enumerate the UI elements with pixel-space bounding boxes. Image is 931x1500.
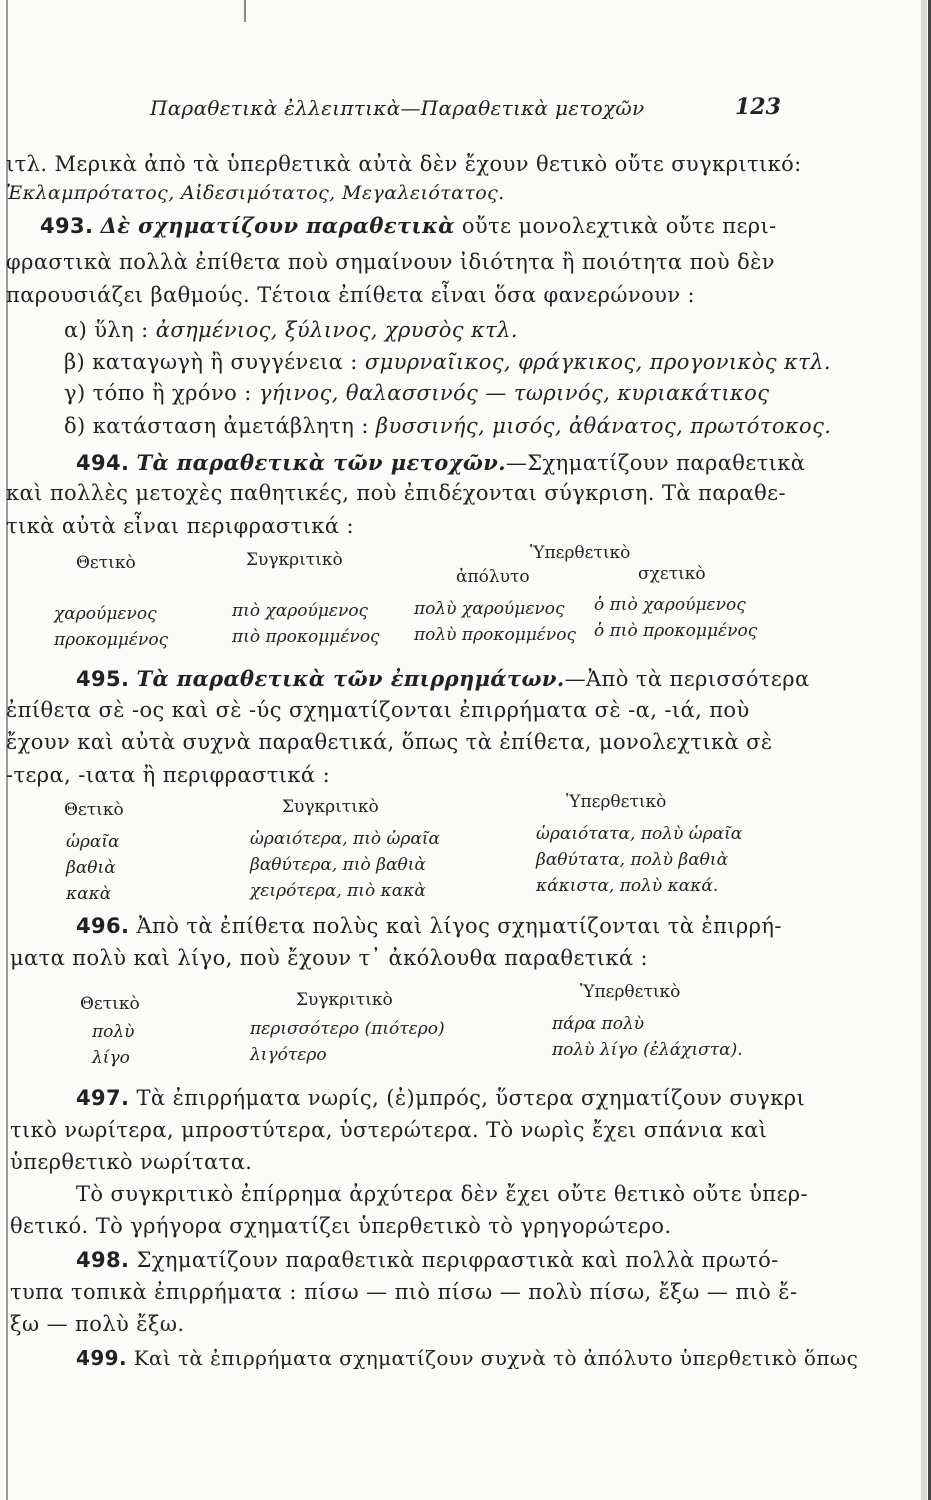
table1-header-relative: σχετικὸ bbox=[638, 564, 706, 584]
running-title: Παραθετικὰ ἐλλειπτικὰ—Παραθετικὰ μετοχῶν bbox=[150, 96, 645, 120]
table2-header-superlative: Ὑπερθετικὸ bbox=[566, 792, 667, 812]
paragraph-number: 497. bbox=[76, 1086, 130, 1110]
table2-cell: κακὰ bbox=[66, 884, 112, 904]
table2-cell: ὡραιότερα, πιὸ ὡραῖα bbox=[250, 829, 441, 849]
table2-cell: χειρότερα, πιὸ κακὰ bbox=[250, 881, 426, 901]
scan-mark bbox=[244, 0, 246, 22]
table1-cell: πολὺ προκομμένος bbox=[414, 625, 577, 645]
paragraph-493 bbox=[40, 213, 777, 238]
paragraph-number: 499. bbox=[76, 1346, 127, 1370]
table2-cell: βαθιὰ bbox=[66, 858, 116, 878]
text-line: ὑπερθετικὸ νωρίτατα. bbox=[10, 1150, 253, 1174]
list-item bbox=[64, 414, 831, 438]
list-item bbox=[64, 318, 518, 342]
paragraph-number: 494. bbox=[76, 451, 130, 475]
list-label: γ) τόπο ἢ χρόνο : bbox=[64, 381, 252, 405]
text-run: Τὰ ἐπιρρήματα νωρίς, (ἐ)μπρός, ὕστερα σχηματίζουν συγκρι bbox=[136, 1086, 806, 1110]
table3-cell: περισσότερο (πιότερο) bbox=[250, 1019, 445, 1039]
text-line: τικὰ αὐτὰ εἶναι περιφραστικά : bbox=[6, 514, 354, 538]
table2-cell: βαθύτερα, πιὸ βαθιὰ bbox=[250, 855, 426, 875]
text-line: φραστικὰ πολλὰ ἐπίθετα ποὺ σημαίνουν ἰδιότητα ἢ ποιότητα ποὺ δὲν bbox=[6, 250, 775, 274]
table1-header-positive: Θετικὸ bbox=[76, 553, 136, 573]
table3-cell: πολὺ λίγο (ἐλάχιστα). bbox=[552, 1040, 743, 1060]
table1-cell: προκομμένος bbox=[54, 630, 169, 650]
table2-cell: ὡραῖα bbox=[66, 832, 120, 852]
text-line: ἔχουν καὶ αὐτὰ συχνὰ παραθετικά, ὅπως τὰ ἐπίθετα, μονολεχτικὰ σὲ bbox=[6, 730, 773, 754]
table1-header-absolute: ἀπόλυτο bbox=[456, 567, 530, 587]
text-run: Σχηματίζουν παραθετικὰ περιφραστικὰ καὶ πολλὰ πρωτό- bbox=[136, 1248, 779, 1272]
table3-cell: πάρα πολὺ bbox=[552, 1014, 645, 1034]
text-run: Καὶ τὰ ἐπιρρήματα σχηματίζουν συχνὰ τὸ ἀπόλυτο ὑπερθετικὸ ὅπως bbox=[133, 1346, 859, 1370]
paragraph-number: 495. bbox=[76, 667, 130, 691]
text-line: παρουσιάζει βαθμούς. Τέτοια ἐπίθετα εἶναι ὅσα φανερώνουν : bbox=[6, 283, 696, 307]
paragraph-title: Τὰ παραθετικὰ τῶν μετοχῶν. bbox=[136, 450, 506, 475]
paragraph-number: 498. bbox=[76, 1248, 130, 1272]
list-examples: βυσσινής, μισός, ἀθάνατος, πρωτότοκος. bbox=[375, 414, 832, 438]
paragraph-498 bbox=[76, 1248, 779, 1272]
paragraph-494 bbox=[76, 450, 805, 475]
paragraph-496 bbox=[76, 914, 782, 938]
table2-cell: ὡραιότατα, πολὺ ὡραῖα bbox=[536, 824, 743, 844]
table1-cell: πιὸ χαρούμενος bbox=[232, 601, 369, 621]
table2-cell: κάκιστα, πολὺ κακά. bbox=[536, 876, 719, 896]
list-label: β) καταγωγὴ ἢ συγγένεια : bbox=[64, 350, 358, 374]
text-line: ιτλ. Μερικὰ ἀπὸ τὰ ὑπερθετικὰ αὐτὰ δὲν ἔχουν θετικὸ οὔτε συγκριτικό: bbox=[6, 152, 802, 176]
text-line: Ἐκλαμπρότατος, Αἰδεσιμότατος, Μεγαλειότατος. bbox=[6, 182, 505, 204]
paragraph-title: Δὲ σχηματίζουν παραθετικὰ bbox=[100, 213, 455, 238]
list-item bbox=[64, 381, 769, 405]
table2-header-positive: Θετικὸ bbox=[64, 800, 124, 820]
table2-cell: βαθύτατα, πολὺ βαθιὰ bbox=[536, 850, 729, 870]
table3-header-superlative: Ὑπερθετικὸ bbox=[580, 982, 681, 1002]
paragraph-495 bbox=[76, 666, 810, 691]
table3-header-comparative: Συγκριτικὸ bbox=[296, 990, 393, 1010]
page-right-shadow bbox=[921, 0, 927, 1500]
list-item bbox=[64, 350, 831, 374]
table3-cell: πολὺ bbox=[92, 1022, 135, 1042]
paragraph-499 bbox=[76, 1346, 858, 1370]
text-run: —Σχηματίζουν παραθετικὰ bbox=[505, 451, 806, 475]
paragraph-title: Τὰ παραθετικὰ τῶν ἐπιρρημάτων. bbox=[136, 666, 565, 691]
paragraph-number: 493. bbox=[40, 214, 94, 238]
paragraph-497 bbox=[76, 1086, 805, 1110]
text-line: ἐπίθετα σὲ -ος καὶ σὲ -ύς σχηματίζονται ἐπιρρήματα σὲ -α, -ιά, ποὺ bbox=[6, 698, 750, 722]
text-run: —Ἀπὸ τὰ περισσότερα bbox=[564, 667, 810, 691]
text-line: ματα πολὺ καὶ λίγο, ποὺ ἔχουν τ᾿ ἀκόλουθα παραθετικά : bbox=[10, 946, 649, 970]
text-line: θετικό. Τὸ γρήγορα σχηματίζει ὑπερθετικὸ τὸ γρηγορώτερο. bbox=[10, 1214, 672, 1238]
table1-cell: πιὸ προκομμένος bbox=[232, 627, 380, 647]
paragraph-number: 496. bbox=[76, 914, 130, 938]
table1-cell: ὁ πιὸ προκομμένος bbox=[594, 621, 758, 641]
list-examples: γήινος, θαλασσινός — τωρινός, κυριακάτικος bbox=[258, 381, 770, 405]
table2-header-comparative: Συγκριτικὸ bbox=[282, 797, 379, 817]
list-label: δ) κατάσταση ἀμετάβλητη : bbox=[64, 414, 369, 438]
list-label: α) ὕλη : bbox=[64, 318, 149, 342]
table1-header-superlative: Ὑπερθετικὸ bbox=[530, 543, 631, 563]
text-run: Ἀπὸ τὰ ἐπίθετα πολὺς καὶ λίγος σχηματίζονται τὰ ἐπιρρή- bbox=[136, 914, 782, 938]
list-examples: σμυρναῖικος, φράγκικος, προγονικὸς κτλ. bbox=[364, 350, 831, 374]
list-examples: ἀσημένιος, ξύλινος, χρυσὸς κτλ. bbox=[155, 318, 518, 342]
text-line: τικὸ νωρίτερα, μπροστύτερα, ὑστερώτερα. Τὸ νωρὶς ἔχει σπάνια καὶ bbox=[10, 1118, 768, 1142]
table1-cell: πολὺ χαρούμενος bbox=[414, 599, 565, 619]
text-run: οὔτε μονολεχτικὰ οὔτε περι- bbox=[461, 214, 777, 238]
table3-header-positive: Θετικὸ bbox=[80, 994, 140, 1014]
text-line: καὶ πολλὲς μετοχὲς παθητικές, ποὺ ἐπιδέχονται σύγκριση. Τὰ παραθε- bbox=[6, 481, 786, 505]
table1-header-comparative: Συγκριτικὸ bbox=[246, 550, 343, 570]
table1-cell: χαρούμενος bbox=[54, 604, 157, 624]
table1-cell: ὁ πιὸ χαρούμενος bbox=[594, 595, 746, 615]
page-number: 123 bbox=[735, 94, 781, 120]
text-line: -τερα, -ιατα ἢ περιφραστικά : bbox=[6, 763, 331, 787]
text-line: τυπα τοπικὰ ἐπιρρήματα : πίσω — πιὸ πίσω — πολὺ πίσω, ἔξω — πιὸ ἔ- bbox=[10, 1280, 798, 1304]
table3-cell: λιγότερο bbox=[250, 1045, 327, 1065]
text-line: Τὸ συγκριτικὸ ἐπίρρημα ἀρχύτερα δὲν ἔχει οὔτε θετικὸ οὔτε ὑπερ- bbox=[76, 1182, 808, 1206]
table3-cell: λίγο bbox=[92, 1048, 130, 1068]
text-line: ξω — πολὺ ἔξω. bbox=[10, 1312, 185, 1336]
